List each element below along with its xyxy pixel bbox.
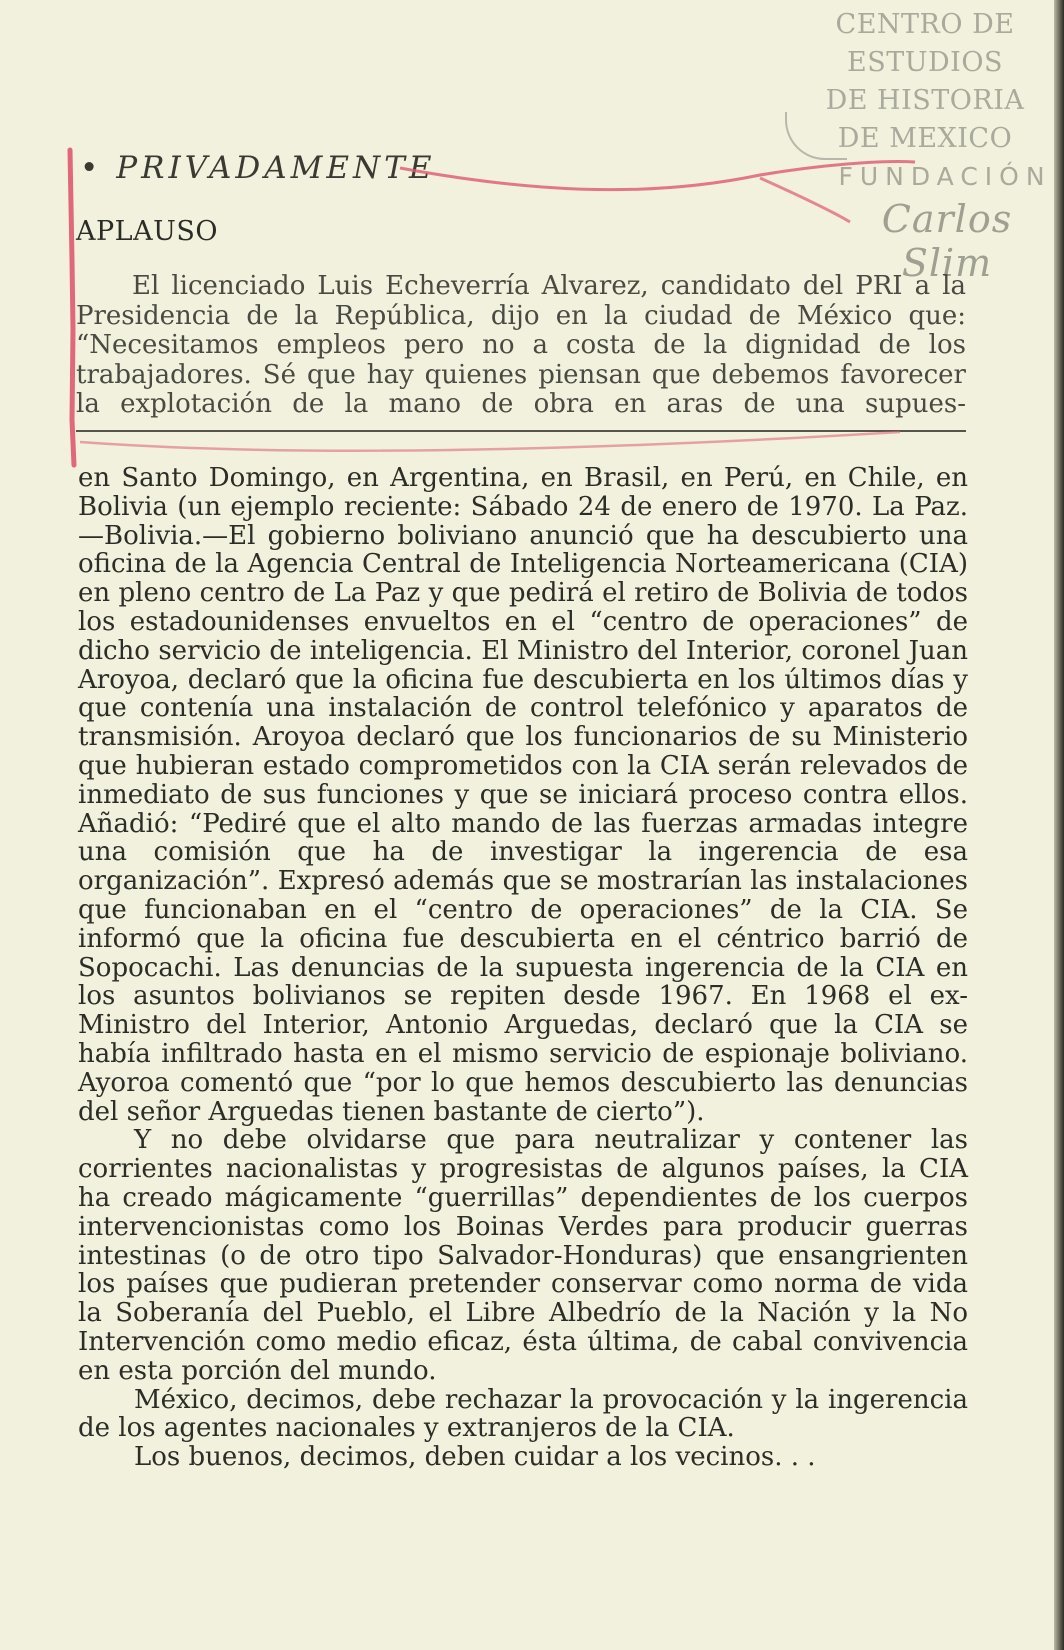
body-paragraph-2: Y no debe olvidarse que para neutralizar y contener las corrientes nacionalistas y progresistas de algunos países, la CIA ha creado mágicamente “guerrillas” dependientes de los cuerpos intervencionistas como los Boinas Verdes para producir guerras intestinas (o de otro tipo Salvador-Honduras) que ensangrienten los países que pudieran pretender conservar como norma de vida la Soberanía del Pueblo, el Libre Albedrío de la Nación y la No Intervención como medio eficaz, ésta última, de cabal convivencia en esta porción del mundo. — [78, 1125, 968, 1386]
article-body — [78, 464, 968, 1472]
stamp-line-3: DE HISTORIA — [825, 85, 1025, 116]
bullet-icon: • — [80, 150, 103, 186]
stamp-line-4: DE MEXICO — [837, 123, 1013, 154]
body-paragraph-4: Los buenos, decimos, deben cuidar a los vecinos. . . — [134, 1442, 816, 1473]
stamp-signature: Carlos Slim — [881, 197, 1013, 285]
stamp-line-1: CENTRO DE — [835, 9, 1015, 40]
body-paragraph-3: México, decimos, debe rechazar la provocación y la ingerencia de los agentes nacionales y extranjeros de la CIA. — [78, 1384, 968, 1444]
article-heading: APLAUSO — [76, 216, 218, 247]
excerpt-paragraph: El licenciado Luis Echeverría Alvarez, candidato del PRI a la Presidencia de la República, dijo en la ciudad de México que: “Necesitamos empleos pero no a costa de la dignidad de los trabajadores. Sé que hay quienes piensan que debemos favorecer la explotación de la mano de obra en aras de una supues- — [76, 271, 966, 419]
stamp-line-2: ESTUDIOS — [847, 47, 1003, 78]
section-label: PRIVADAMENTE — [116, 150, 436, 186]
stamp-fundacion: FUNDACIÓN — [838, 162, 1052, 191]
red-arrow-mark — [760, 178, 850, 222]
body-paragraph-1: en Santo Domingo, en Argentina, en Brasil, en Perú, en Chile, en Bolivia (un ejemplo reciente: Sábado 24 de enero de 1970. La Paz.—Bolivia.—El gobierno boliviano anunció que ha descubierto una oficina de la Agencia Central de Inteligencia Norteamericana (CIA) en pleno centro de La Paz y que pedirá el retiro de Bolivia de todos los estadounidenses envueltos en el “centro de operaciones” de dicho servicio de inteligencia. El Ministro del Interior, coronel Juan Aroyoa, declaró que la oficina fue descubierta en los últimos días y que contenía una instalación de control telefónico y aparatos de transmisión. Aroyoa declaró que los funcionarios de su Ministerio que hubieran estado comprometidos con la CIA serán relevados de inmediato de sus funciones y que se iniciará proceso contra ellos. Añadió: “Pediré que el alto mando de las fuerzas armadas integre una comisión que ha de investigar la ingerencia de esa organización”. Expresó además que se mostrarían las instalaciones que funcionaban en el “centro de operaciones” de la CIA. Se informó que la oficina fue descubierta en el céntrico barrió de Sopocachi. Las denuncias de la supuesta ingerencia de la CIA en los asuntos bolivianos se repiten desde 1967. En 1968 el ex-Ministro del Interior, Antonio Arguedas, declaró que la CIA se había infiltrado hasta en el mismo servicio de espionaje boliviano. Ayoroa comentó que “por lo que hemos descubierto las denuncias del señor Arguedas tienen bastante de cierto”). — [78, 463, 968, 1127]
red-margin-mark — [70, 150, 74, 465]
red-bottom-mark — [80, 432, 900, 451]
red-underline-mark — [400, 162, 915, 190]
scan-edge — [1054, 0, 1064, 1650]
